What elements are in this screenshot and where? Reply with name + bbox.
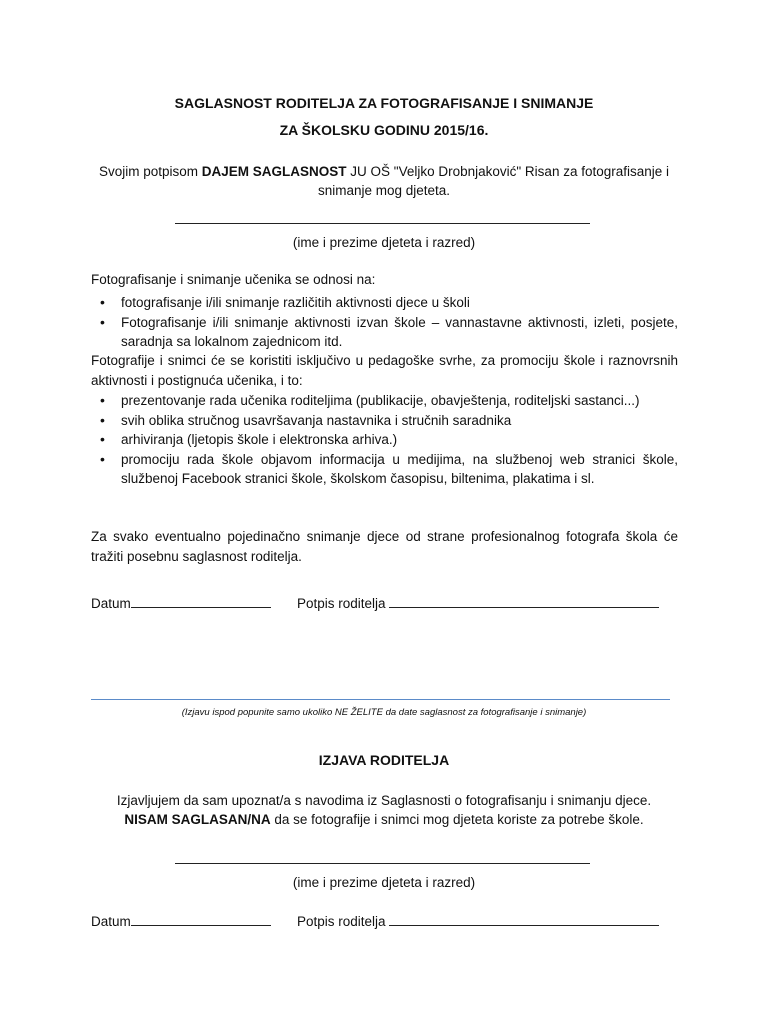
- child-name-field[interactable]: [175, 223, 590, 224]
- divider-note-prefix: (Izjavu ispod popunite samo ukoliko: [181, 707, 335, 718]
- consent-date-row: [91, 593, 271, 611]
- section-divider: [91, 699, 670, 700]
- divider-note: [0, 707, 768, 718]
- scope-heading: Fotografisanje i snimanje učenika se odnosi na:: [91, 272, 376, 287]
- declaration-signature-field[interactable]: [389, 911, 659, 926]
- scope-item: • Fotografisanje i/ili snimanje aktivnosti izvan škole – vannastavne aktivnosti, izleti, posjete, saradnja sa lokalnom zajednicom itd.: [91, 313, 678, 352]
- declaration-line2-rest: da se fotografije i snimci mog djeteta koriste za potrebe škole.: [270, 812, 644, 827]
- scope-item: • fotografisanje i/ili snimanje različitih aktivnosti djece u školi: [91, 293, 678, 313]
- consent-statement: [90, 162, 678, 200]
- signature-label: Potpis roditelja: [297, 596, 390, 611]
- declaration-line1: Izjavljujem da sam upoznat/a s navodima iz Saglasnosti o fotografisanju i snimanju djece.: [116, 793, 652, 808]
- declaration-line2-bold: NISAM SAGLASAN/NA: [124, 812, 271, 827]
- consent-signature-row: [297, 593, 659, 611]
- date-label: Datum: [91, 596, 131, 611]
- usage-item: • prezentovanje rada učenika roditeljima (publikacije, obavještenja, roditeljski sastanci...): [91, 391, 678, 411]
- scope-list: [91, 293, 678, 352]
- usage-item: • promociju rada škole objavom informacija u medijima, na službenoj web stranici škole, službenoj Facebook stranici škole, školskom časopisu, biltenima, plakatima i sl.: [91, 450, 678, 489]
- date-field[interactable]: [131, 593, 271, 608]
- declaration-title: IZJAVA RODITELJA: [318, 752, 450, 768]
- consent-intro-suffix: JU OŠ "Veljko Drobnjaković" Risan za fotografisanje i: [346, 164, 670, 179]
- professional-photographer-note: Za svako eventualno pojedinačno snimanje djece od strane profesionalnog fotografa škola će tražiti posebnu saglasnost roditelja.: [91, 529, 678, 564]
- declaration-text: [90, 791, 678, 829]
- form-title-line1: SAGLASNOST RODITELJA ZA FOTOGRAFISANJE I SNIMANJE: [174, 95, 594, 111]
- declaration-date-row: [91, 911, 271, 929]
- declaration-signature-label: Potpis roditelja: [297, 914, 390, 929]
- form-title-line2: ZA ŠKOLSKU GODINU 2015/16.: [279, 122, 489, 138]
- divider-note-emphasis: NE ŽELITE: [334, 707, 383, 718]
- consent-intro-bold: DAJEM SAGLASNOST: [201, 164, 347, 179]
- declaration-child-name-field[interactable]: [175, 863, 590, 864]
- declaration-date-label: Datum: [91, 914, 131, 929]
- child-name-caption: (ime i prezime djeteta i razred): [292, 235, 476, 250]
- consent-intro-line2: snimanje mog djeteta.: [317, 183, 451, 198]
- declaration-date-field[interactable]: [131, 911, 271, 926]
- declaration-child-name-caption: (ime i prezime djeteta i razred): [292, 875, 476, 890]
- signature-field[interactable]: [389, 593, 659, 608]
- consent-intro-prefix: Svojim potpisom: [98, 164, 202, 179]
- usage-text: Fotografije i snimci će se koristiti isključivo u pedagoške svrhe, za promociju škole i raznovrsnih aktivnosti i postignuća učenika, i to:: [91, 353, 678, 388]
- usage-item: • arhiviranja (ljetopis škole i elektronska arhiva.): [91, 430, 678, 450]
- usage-list: [91, 391, 678, 489]
- usage-item: • svih oblika stručnog usavršavanja nastavnika i stručnih saradnika: [91, 411, 678, 431]
- divider-note-suffix: da date saglasnost za fotografisanje i snimanje): [382, 707, 587, 718]
- declaration-signature-row: [297, 911, 659, 929]
